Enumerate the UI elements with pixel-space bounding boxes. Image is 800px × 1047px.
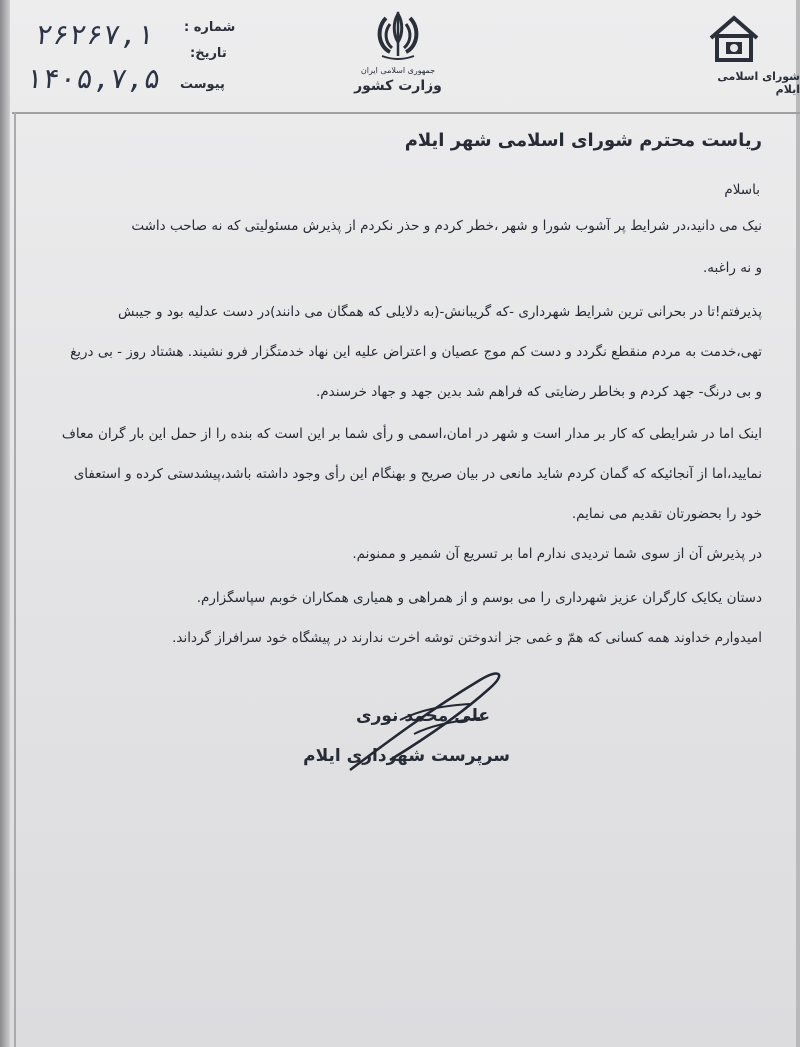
handwritten-signature xyxy=(330,660,530,780)
signer-position: سرپرست شهرداری ایلام xyxy=(303,746,510,766)
header-rule xyxy=(12,112,800,114)
greeting: باسلام xyxy=(724,182,760,198)
body-line: نمایید،اما از آنجائیکه که گمان کردم شاید مانعی در بیان صریح و بهنگام این رأی وجود داشته باشد،پیشدستی کرده و استعفای xyxy=(73,466,762,482)
margin-line xyxy=(14,112,16,1047)
council-logo-caption: شورای اسلامی ایلام xyxy=(717,70,800,96)
date-label: تاریخ: xyxy=(190,46,227,61)
signer-name: علی محمد نوری xyxy=(356,706,490,726)
body-line: در پذیرش آن از سوی شما تردیدی ندارم اما بر تسریع آن شمیر و ممنونم. xyxy=(352,546,762,562)
body-line: دستان یکایک کارگران عزیز شهرداری را می بوسم و از همراهی و همیاری همکاران خوبم سپاسگزارم. xyxy=(196,590,762,606)
letter-sheet xyxy=(6,0,796,1047)
letter-title: ریاست محترم شورای اسلامی شهر ایلام xyxy=(404,130,762,151)
attachment-label: پیوست xyxy=(180,77,225,92)
ministry-name: وزارت کشور xyxy=(354,78,442,94)
gov-subtitle: جمهوری اسلامی ایران xyxy=(360,66,436,75)
iran-emblem-icon xyxy=(368,8,428,64)
city-council-logo-icon xyxy=(707,14,761,64)
body-line: نیک می دانید،در شرایط پر آشوب شورا و شهر ،خطر کردم و حذر نکردم از پذیرش مسئولیتی که نه صاحب داشت xyxy=(131,218,762,234)
page-shadow xyxy=(0,0,10,1047)
body-line: و نه راغبه. xyxy=(702,260,762,276)
body-line: خود را بحضورتان تقدیم می نمایم. xyxy=(571,506,762,522)
letter-date-handwritten: ۱۴۰۵,۷,۵ xyxy=(23,62,164,95)
body-line: اینک اما در شرایطی که کار بر مدار است و شهر در امان،اسمی و رأی شما بر این است که بنده را از حمل این بار گران معاف xyxy=(61,426,762,442)
number-label: شماره : xyxy=(184,20,236,35)
letter-number-handwritten: ۲۶۲۶۷,۱ xyxy=(33,18,157,51)
body-line: و بی درنگ- جهد کردم و بخاطر رضایتی که فراهم شد بدین جهد و جهاد خرسندم. xyxy=(316,384,762,400)
body-line: پذیرفتم!تا در بحرانی ترین شرایط شهرداری -که گریبانش-(به دلایلی که همگان می دانند)در دست عدلیه بود و جیبش xyxy=(118,304,762,320)
body-line: امیدوارم خداوند همه کسانی که همّ و غمی جز اندوختن توشه اخرت ندارند در پیشگاه خود سرافراز گرداند. xyxy=(172,630,762,646)
body-line: تهی،خدمت به مردم منقطع نگردد و دست کم موج عصیان و اعتراض علیه این نهاد خدمتگزار فرو نشیند. هشتاد روز - بی دریغ xyxy=(70,344,762,360)
